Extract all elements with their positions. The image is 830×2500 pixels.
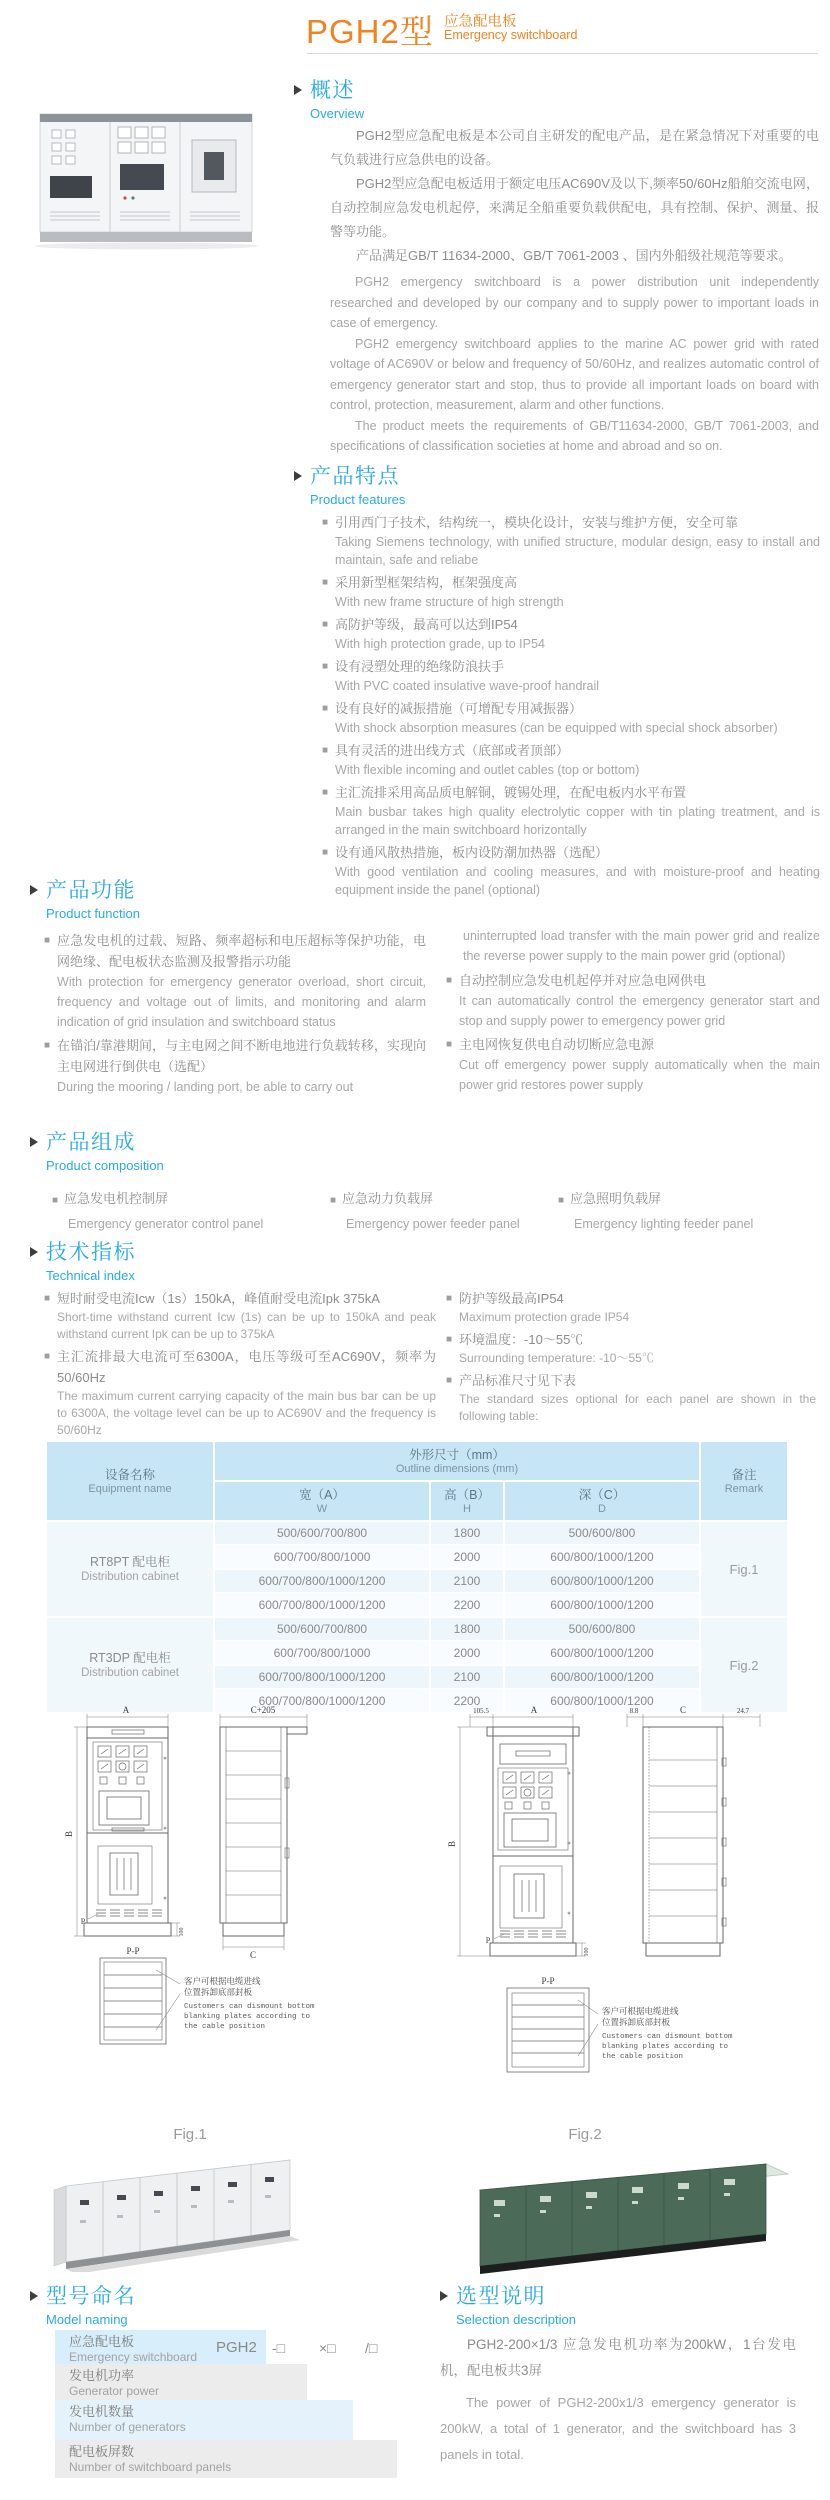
feature-en: With good ventilation and cooling measures, and with moisture-proof and heating equipment inside the panel (optional)	[335, 865, 820, 897]
model-code-power: -□	[272, 2340, 286, 2356]
feature-item	[322, 512, 820, 569]
fig1-dim-top: C+205	[250, 1705, 276, 1715]
fig1-dim-c: C	[249, 1950, 257, 1960]
photo-switchboard-row-green	[466, 2156, 796, 2276]
naming-row-cn: 发电机数量	[69, 2404, 135, 2419]
section-arrow-icon	[294, 471, 302, 481]
function-cn: 自动控制应急发电机起停并对应急电网供电	[459, 973, 707, 988]
col-width	[214, 1481, 430, 1521]
function-item	[44, 930, 426, 1032]
naming-row-en: Number of switchboard panels	[69, 2460, 232, 2474]
technical-cn: 产品标准尺寸见下表	[459, 1373, 577, 1388]
feature-en: With flexible incoming and outlet cables (top or bottom)	[335, 763, 640, 777]
naming-row-generator-power	[55, 2364, 307, 2400]
function-cn: 应急发电机的过载、短路、频率超标和电压超标等保护功能，电网绝缘、配电板状态监测及报警指示功能	[57, 933, 426, 969]
feature-en: With PVC coated insulative wave-proof handrail	[335, 679, 600, 693]
composition-item	[330, 1188, 550, 1231]
feature-cn: 具有灵活的进出线方式（底部或者顶部）	[335, 743, 570, 758]
naming-row-cn: 发电机功率	[69, 2368, 135, 2383]
technical-item	[44, 1288, 436, 1343]
feature-cn: 设有通风散热措施，板内设防潮加热器（选配）	[335, 845, 609, 860]
features-title-cn: 产品特点	[310, 465, 400, 488]
header-text: Remark	[724, 1482, 764, 1495]
technical-right-column	[446, 1288, 816, 1428]
function-item	[44, 1035, 426, 1097]
technical-title-cn: 技术指标	[46, 1241, 136, 1264]
feature-cn: 主汇流排采用高品质电解铜，镀锡处理，在配电板内水平布置	[335, 785, 687, 800]
header-text: 高（B）	[444, 1487, 490, 1502]
fig1-section-label: P-P	[126, 1946, 140, 1956]
composition-item	[558, 1188, 808, 1231]
model-code-panels: /□	[365, 2340, 378, 2356]
fig2-caption: Fig.2	[568, 2126, 602, 2143]
cell-width: 600/700/800/1000/1200	[214, 1569, 430, 1593]
fig2-dim-247: 24.7	[736, 1707, 750, 1715]
fig1-dim-100: 100	[179, 1927, 185, 1937]
col-equipment-name	[46, 1441, 214, 1521]
feature-item	[322, 614, 820, 653]
section-overview-heading	[294, 74, 364, 121]
overview-para-cn: PGH2型应急配电板适用于额定电压AC690V及以下,频率50/60Hz船舶交流电网，自动控制应急发电机起停，来满足全船重要负载供配电，具有控制、保护、测量、报警等功能。	[330, 176, 819, 239]
selection-text-en: The power of PGH2-200x1/3 emergency generator is 200kW, a total of 1 generator, and the switchboard has 3 panels in total.	[440, 2395, 796, 2462]
section-arrow-icon	[294, 85, 302, 95]
bullet-icon: ■	[322, 703, 329, 714]
feature-en: Main busbar takes high quality electrolytic copper with tin plating treatment, and is arranged in the main switchboard horizontally	[335, 805, 820, 837]
remark-cell	[700, 1521, 788, 1617]
section-arrow-icon	[440, 2291, 448, 2301]
header-text: 备注	[731, 1467, 757, 1482]
header-text: 外形尺寸（mm）	[409, 1447, 505, 1462]
note-en: the cable position	[602, 2053, 684, 2061]
naming-title-en: Model naming	[46, 2312, 128, 2327]
function-cn: 主电网恢复供电自动切断应急电源	[459, 1037, 655, 1052]
feature-cn: 高防护等级，最高可以达到IP54	[335, 617, 518, 632]
technical-en: The maximum current carrying capacity of the main bus bar can be up to 6300A, the voltage level can be up to AC690V and the frequency is 50/60Hz	[57, 1389, 436, 1437]
remark-text: Fig.2	[729, 1657, 759, 1673]
technical-item	[446, 1329, 816, 1367]
section-arrow-icon	[30, 2291, 38, 2301]
cell-height: 2100	[430, 1665, 504, 1689]
feature-item	[322, 572, 820, 611]
overview-para-en: The product meets the requirements of GB/T11634-2000, GB/T 7061-2003, and specifications of classification societies at home and abroad and so on.	[330, 418, 819, 453]
note-cn: 客户可根据电缆进线	[184, 1976, 261, 1986]
overview-para-cn: 产品满足GB/T 11634-2000、GB/T 7061-2003 、国内外船级社规范等要求。	[356, 248, 792, 263]
cell-width: 600/700/800/1000/1200	[214, 1665, 430, 1689]
section-functions-heading	[30, 874, 140, 921]
composition-en: Emergency lighting feeder panel	[574, 1217, 754, 1231]
section-selection-heading	[440, 2280, 576, 2327]
page-title: PGH2型	[306, 13, 434, 50]
cell-depth: 600/800/1000/1200	[504, 1665, 700, 1689]
functions-title-cn: 产品功能	[46, 879, 136, 902]
feature-cn: 设有良好的减振措施（可增配专用减振器）	[335, 701, 583, 716]
col-remark	[700, 1441, 788, 1521]
fig2-dim-100: 100	[584, 1947, 590, 1957]
function-en: With protection for emergency generator overload, short circuit, frequency and voltage out of limits, and monitoring and alarm indication of grid insulation and switchboard status	[57, 975, 426, 1029]
fig2-note	[602, 2006, 734, 2062]
bullet-icon: ■	[322, 577, 329, 588]
technical-en: Short-time withstand current Icw (1s) can be up to 150kA and peak withstand current Ipk can be up to 375kA	[57, 1310, 436, 1341]
bullet-icon: ■	[330, 1195, 337, 1206]
col-depth	[504, 1481, 700, 1521]
bullet-icon: ■	[44, 1351, 51, 1362]
technical-cn: 短时耐受电流Icw（1s）150kA，峰值耐受电流Ipk 375kA	[57, 1291, 380, 1306]
feature-en: With shock absorption measures (can be equipped with special shock absorber)	[335, 721, 778, 735]
note-cn: 位置拆卸底部封板	[184, 1987, 253, 1997]
technical-cn: 防护等级最高IP54	[459, 1291, 564, 1306]
feature-item	[322, 740, 820, 779]
overview-body	[330, 124, 819, 457]
composition-cn: 应急发电机控制屏	[64, 1191, 169, 1206]
naming-row-en: Generator power	[69, 2384, 160, 2398]
model-code-base: PGH2	[216, 2339, 257, 2356]
feature-en: With new frame structure of high strength	[335, 595, 564, 609]
header-text: Equipment name	[88, 1482, 172, 1495]
fig2-dim-88: 8.8	[629, 1707, 639, 1715]
features-title-en: Product features	[310, 492, 406, 507]
section-naming-heading	[30, 2280, 136, 2327]
note-en: blanking plates according to	[184, 2013, 311, 2021]
fig2-label-p: P	[485, 1936, 491, 1945]
bullet-icon: ■	[446, 1334, 453, 1345]
bullet-icon: ■	[446, 975, 453, 986]
technical-title-en: Technical index	[46, 1268, 135, 1283]
bullet-icon: ■	[322, 745, 329, 756]
section-arrow-icon	[30, 1247, 38, 1257]
dimensions-table	[45, 1440, 789, 1714]
technical-item	[446, 1288, 816, 1326]
technical-en: The standard sizes optional for each panel are shown in the following table:	[459, 1392, 816, 1423]
bullet-icon: ■	[446, 1293, 453, 1304]
col-height	[430, 1481, 504, 1521]
bullet-icon: ■	[446, 1375, 453, 1386]
bullet-icon: ■	[322, 619, 329, 630]
cell-depth: 500/600/800	[504, 1521, 700, 1545]
cell-width: 600/700/800/1000	[214, 1641, 430, 1665]
function-item	[446, 1034, 820, 1095]
fig1-note	[184, 1976, 316, 2032]
bullet-icon: ■	[52, 1195, 59, 1206]
cell-height: 2200	[430, 1689, 504, 1713]
fig2-dim-offset: 105.5	[473, 1707, 489, 1715]
overview-title-en: Overview	[310, 106, 365, 121]
header-text: Outline dimensions (mm)	[395, 1462, 519, 1475]
table-row	[46, 1521, 788, 1545]
fig1-dim-b: B	[64, 1830, 74, 1838]
composition-en: Emergency generator control panel	[68, 1217, 264, 1231]
function-cn: 在锚泊/靠港期间，与主电网之间不断电地进行负载转移，实现向主电网进行倒供电（选配）	[57, 1038, 426, 1074]
feature-item	[322, 842, 820, 899]
cell-depth: 600/800/1000/1200	[504, 1593, 700, 1617]
bullet-icon: ■	[44, 935, 51, 946]
naming-title-cn: 型号命名	[46, 2285, 136, 2308]
naming-row-en: Number of generators	[69, 2420, 186, 2434]
cell-height: 2000	[430, 1641, 504, 1665]
header-text: 深（C）	[578, 1487, 626, 1502]
photo-switchboard-row-white	[48, 2150, 340, 2272]
overview-title-cn: 概述	[310, 79, 355, 102]
functions-right-column	[446, 926, 820, 1098]
composition-cn: 应急照明负载屏	[570, 1191, 662, 1206]
cell-height: 1800	[430, 1617, 504, 1641]
cell-depth: 600/800/1000/1200	[504, 1545, 700, 1569]
feature-cn: 引用西门子技术，结构统一，模块化设计，安装与维护方便，安全可靠	[335, 515, 739, 530]
section-features-heading	[294, 460, 405, 507]
cell-width: 600/700/800/1000/1200	[214, 1593, 430, 1617]
overview-para-en: PGH2 emergency switchboard is a power distribution unit independently researched and developed by our company and to supply power to important loads in case of emergency.	[330, 275, 819, 330]
cell-depth: 600/800/1000/1200	[504, 1569, 700, 1593]
function-en: Cut off emergency power supply automatically when the main power grid restores power supply	[459, 1058, 820, 1092]
function-en: During the mooring / landing port, be able to carry out	[57, 1080, 354, 1094]
bullet-icon: ■	[322, 517, 329, 528]
function-item	[446, 970, 820, 1031]
cell-width: 500/600/700/800	[214, 1617, 430, 1641]
feature-item	[322, 656, 820, 695]
title-divider	[307, 53, 818, 54]
note-en: Customers can dismount bottom	[184, 2003, 315, 2011]
header-text: W	[316, 1502, 328, 1515]
group-name-en: Distribution cabinet	[81, 1667, 179, 1679]
technical-item	[44, 1346, 436, 1439]
cell-depth: 600/800/1000/1200	[504, 1641, 700, 1665]
cell-depth: 500/600/800	[504, 1617, 700, 1641]
fig2-dim-c-top: C	[679, 1705, 687, 1715]
cell-width: 500/600/700/800	[214, 1521, 430, 1545]
feature-cn: 采用新型框架结构，框架强度高	[335, 575, 518, 590]
technical-en: Maximum protection grade IP54	[459, 1310, 630, 1324]
fig1-label-p: P	[80, 1917, 86, 1926]
col-outline-dimensions	[214, 1441, 700, 1481]
bullet-icon: ■	[446, 1039, 453, 1050]
remark-text: Fig.1	[729, 1561, 759, 1577]
naming-row-en: Emergency switchboard	[69, 2350, 198, 2364]
cell-height: 2100	[430, 1569, 504, 1593]
header-text: 设备名称	[104, 1467, 155, 1482]
selection-body	[440, 2332, 796, 2468]
technical-cn: 主汇流排最大电流可至6300A，电压等级可至AC690V，频率为50/60Hz	[57, 1349, 436, 1385]
section-arrow-icon	[30, 885, 38, 895]
note-cn: 位置拆卸底部封板	[602, 2017, 671, 2027]
feature-item	[322, 698, 820, 737]
technical-left-column	[44, 1288, 436, 1442]
composition-item	[52, 1188, 317, 1231]
bullet-icon: ■	[44, 1040, 51, 1051]
note-en: the cable position	[184, 2023, 266, 2031]
cell-width: 600/700/800/1000/1200	[214, 1689, 430, 1713]
product-name-cn: 应急配电板	[444, 14, 517, 30]
features-list	[322, 512, 820, 902]
naming-row-cn: 配电板屏数	[69, 2444, 135, 2459]
feature-en: With high protection grade, up to IP54	[335, 637, 545, 651]
feature-cn: 设有浸塑处理的绝缘防浪扶手	[335, 659, 505, 674]
cell-height: 1800	[430, 1521, 504, 1545]
product-name-en: Emergency switchboard	[444, 28, 578, 42]
group-name-en: Distribution cabinet	[81, 1571, 179, 1583]
technical-item	[446, 1370, 816, 1425]
section-arrow-icon	[30, 1137, 38, 1147]
function-en: It can automatically control the emergency generator start and stop and supply power to emergency power grid	[459, 994, 820, 1028]
composition-cn: 应急动力负载屏	[342, 1191, 434, 1206]
group-name-cn: RT3DP 配电柜	[89, 1651, 171, 1665]
header-text: D	[598, 1502, 606, 1515]
model-code-count: ×□	[319, 2340, 336, 2356]
fig2-dim-a: A	[530, 1705, 538, 1715]
section-technical-heading	[30, 1236, 136, 1283]
note-cn: 客户可根据电缆进线	[602, 2006, 679, 2016]
note-en: Customers can dismount bottom	[602, 2033, 733, 2041]
group-name-cn: RT8PT 配电柜	[89, 1555, 171, 1569]
functions-title-en: Product function	[46, 906, 140, 921]
feature-item	[322, 782, 820, 839]
technical-en: Surrounding temperature: -10～55℃	[459, 1351, 654, 1365]
bullet-icon: ■	[322, 787, 329, 798]
fig1-caption: Fig.1	[173, 2126, 207, 2143]
section-composition-heading	[30, 1126, 164, 1173]
selection-title-en: Selection description	[456, 2312, 576, 2327]
bullet-icon: ■	[322, 847, 329, 858]
table-row	[46, 1617, 788, 1641]
header-text: 宽（A）	[299, 1487, 345, 1502]
note-en: blanking plates according to	[602, 2043, 729, 2051]
technical-cn: 环境温度：-10～55℃	[459, 1332, 584, 1347]
selection-title-cn: 选型说明	[456, 2285, 546, 2308]
naming-row-cn: 应急配电板	[69, 2334, 135, 2349]
feature-en: Taking Siemens technology, with unified structure, modular design, easy to install and maintain, safe and reliabe	[335, 535, 820, 567]
bullet-icon: ■	[44, 1293, 51, 1304]
fig2-section-label: P-P	[541, 1976, 555, 1986]
bullet-icon: ■	[322, 661, 329, 672]
bullet-icon: ■	[558, 1195, 565, 1206]
cell-depth: 600/800/1000/1200	[504, 1689, 700, 1713]
composition-title-en: Product composition	[46, 1158, 164, 1173]
product-photo-switchboard	[12, 100, 280, 250]
cell-height: 2000	[430, 1545, 504, 1569]
naming-row-generator-count	[55, 2400, 353, 2440]
composition-en: Emergency power feeder panel	[346, 1217, 520, 1231]
cell-width: 600/700/800/1000	[214, 1545, 430, 1569]
header-text: H	[463, 1502, 471, 1515]
group-name-cell	[46, 1521, 214, 1617]
overview-para-en: PGH2 emergency switchboard applies to the marine AC power grid with rated voltage of AC690V or below and frequency of 50/60Hz, and realizes automatic control of emergency generator start and stop, thus to provide all important loads on board with control, protection, measurement, alarm and other functions.	[330, 336, 819, 412]
overview-para-cn: PGH2型应急配电板是本公司自主研发的配电产品，是在紧急情况下对重要的电气负载进行应急供电的设备。	[330, 128, 819, 167]
fig2-dim-b: B	[447, 1840, 457, 1848]
functions-left-column	[44, 930, 426, 1100]
naming-row-panel-count	[55, 2440, 397, 2478]
cell-height: 2200	[430, 1593, 504, 1617]
function-en-tail: uninterrupted load transfer with the main power grid and realize the reverse power supply to the main power grid (optional)	[463, 929, 820, 963]
composition-title-cn: 产品组成	[46, 1131, 136, 1154]
fig1-dim-a: A	[122, 1705, 130, 1715]
selection-text-cn: PGH2-200×1/3 应急发电机功率为200kW，1台发电机，配电板共3屏	[440, 2337, 796, 2378]
